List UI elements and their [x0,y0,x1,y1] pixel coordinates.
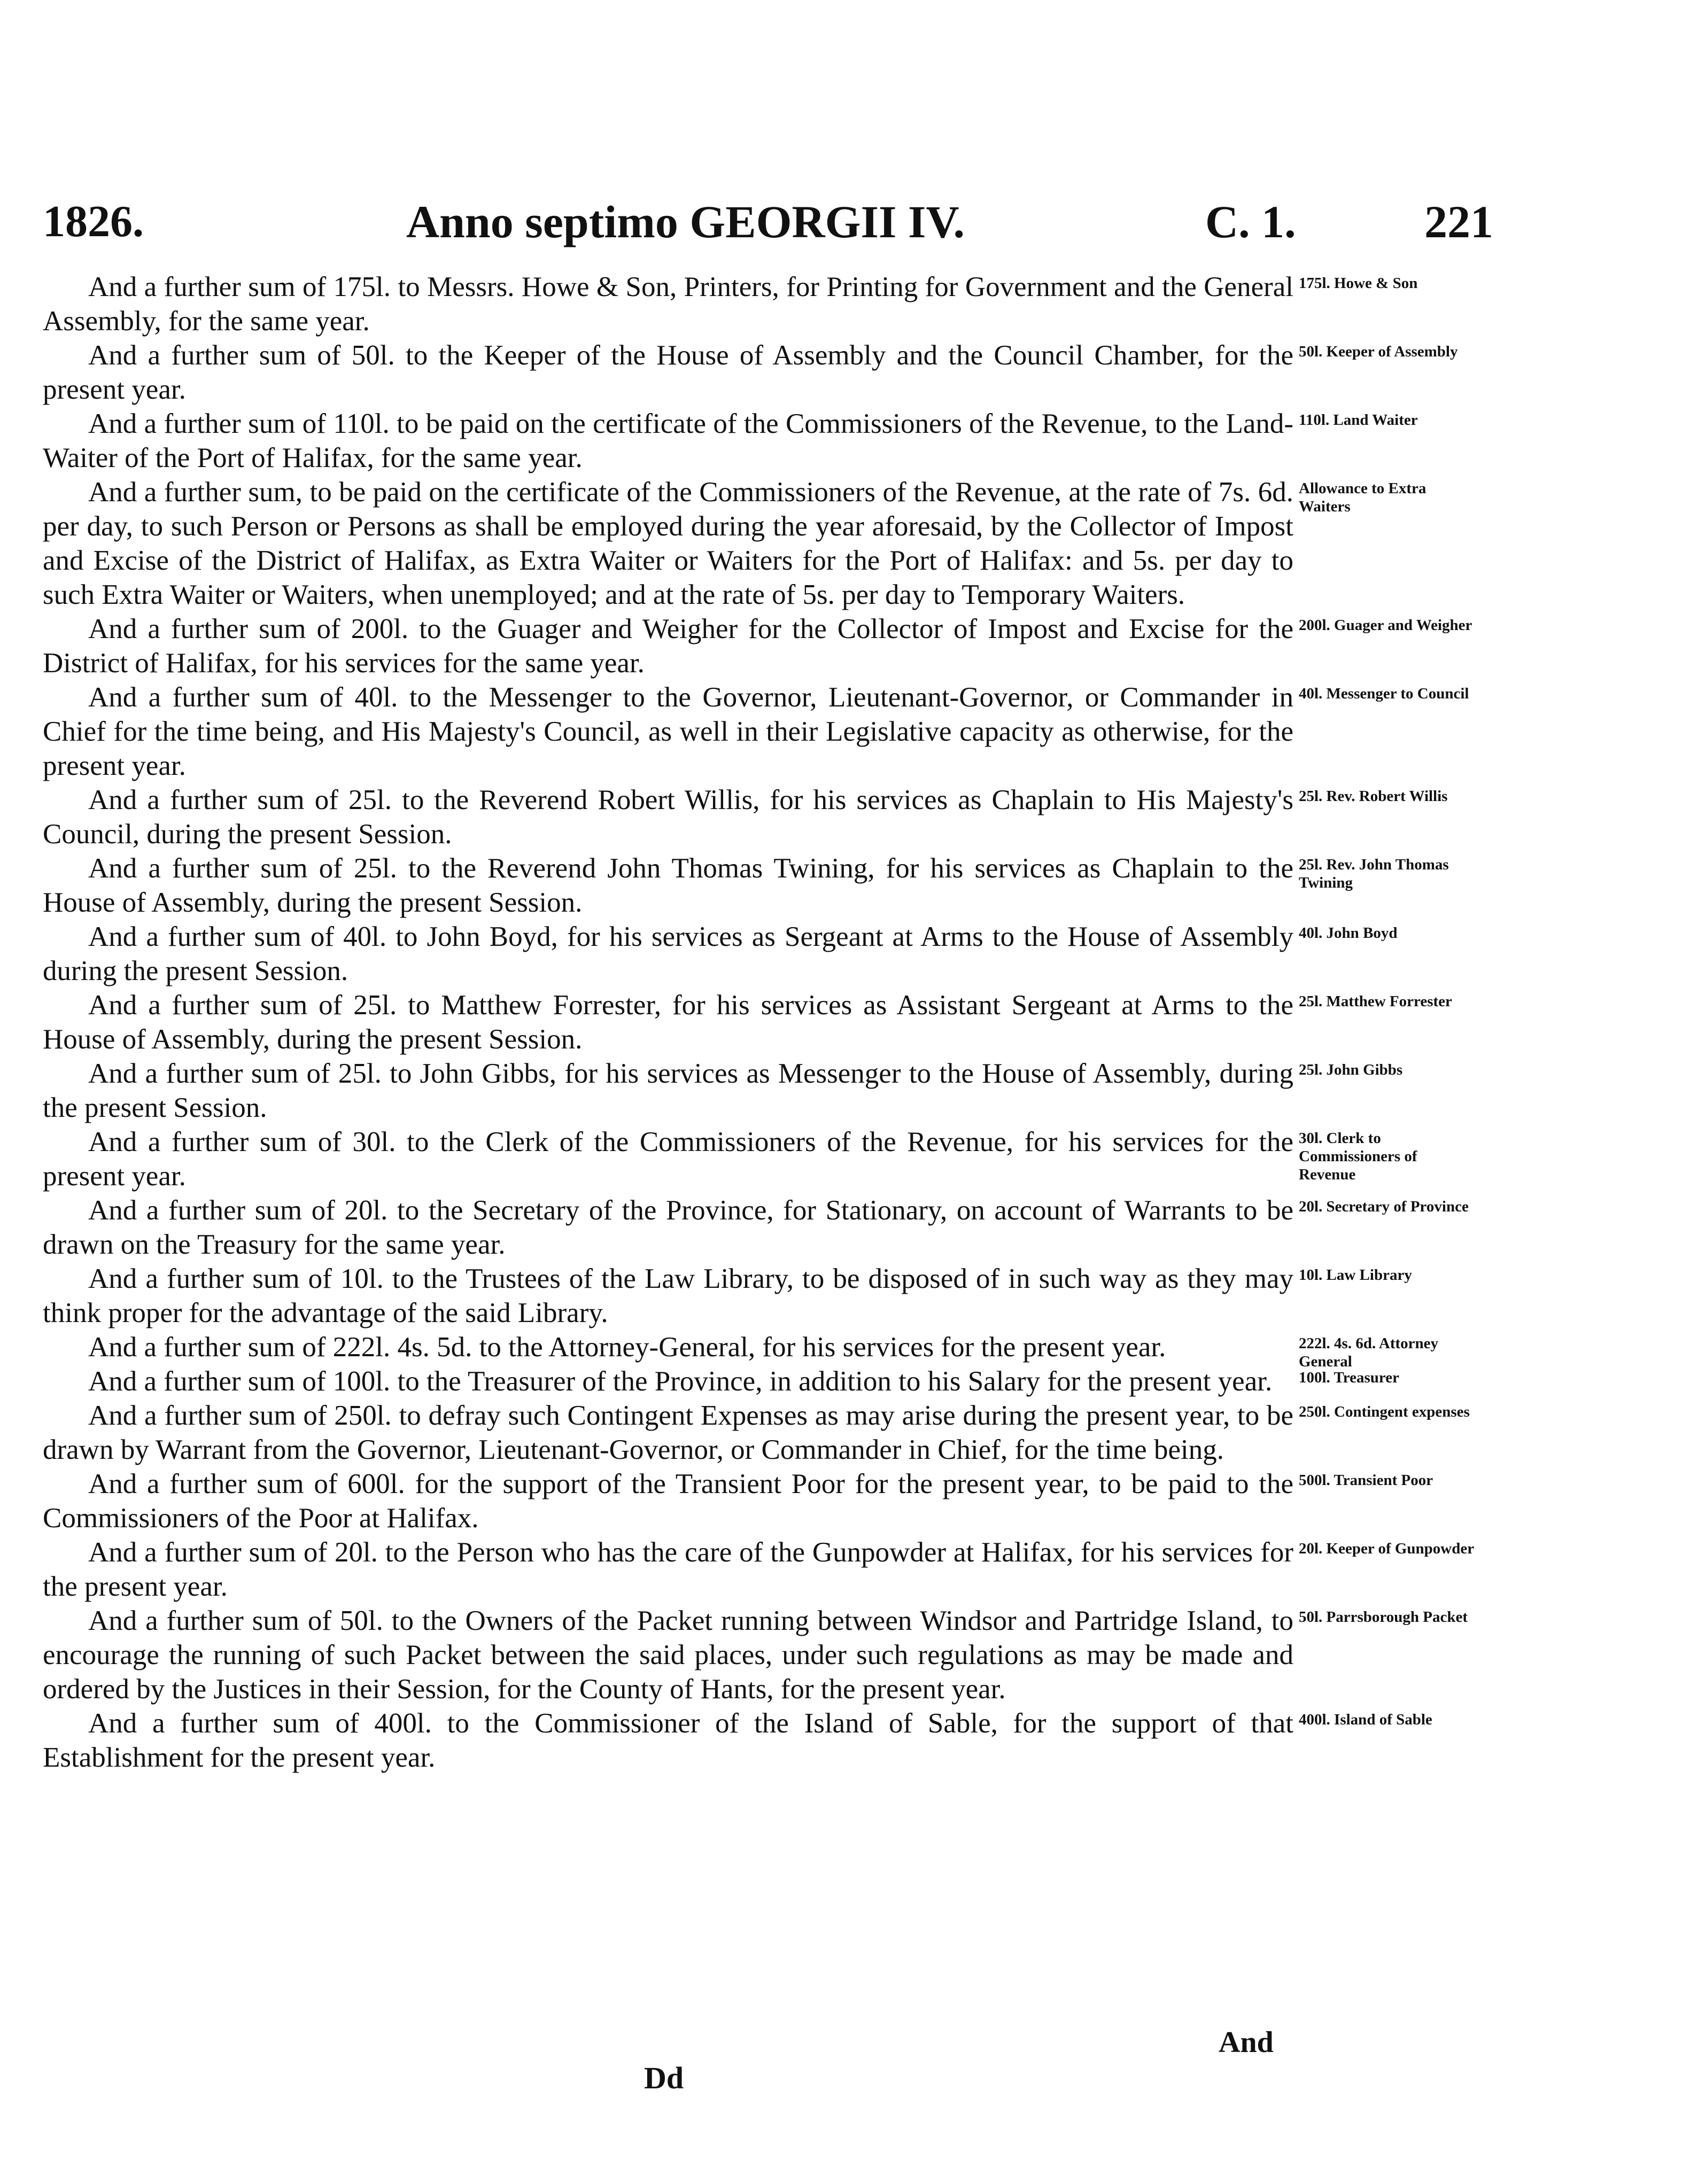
margin-note: 25l. Matthew Forrester [1299,993,1452,1010]
margin-note: Allowance to Extra Waiters [1299,480,1426,515]
header-chapter: C. 1. [1205,196,1296,247]
paragraph: And a further sum of 20l. to the Person who has the care of the Gunpowder at Halifax, for his services for the present year. [43,1537,1293,1602]
paragraph: And a further sum of 30l. to the Clerk of the Commissioners of the Revenue, for his services for the present year. [43,1126,1293,1192]
paragraph: And a further sum of 600l. for the support of the Transient Poor for the present year, to be paid to the Commissioners of the Poor at Halifax. [43,1468,1293,1534]
paragraph: And a further sum of 20l. to the Secretary of the Province, for Stationary, on account of Warrants to be drawn on the Treasury for the same year. [43,1195,1293,1260]
header-title: Anno septimo GEORGII IV. [406,196,965,247]
body-text [43,270,1293,1775]
paragraph: And a further sum of 25l. to John Gibbs, for his services as Messenger to the House of Assembly, during the present Session. [43,1058,1293,1123]
paragraph: And a further sum of 200l. to the Guager and Weigher for the Collector of Impost and Excise for the District of Halifax, for his services for the same year. [43,613,1293,679]
margin-note: 25l. John Gibbs [1299,1061,1403,1078]
margin-note: 250l. Contingent expenses [1299,1403,1470,1420]
paragraph: And a further sum of 110l. to be paid on the certificate of the Commissioners of the Revenue, to the Land-Waiter of the Port of Halifax, for the same year. [43,408,1293,473]
paragraph: And a further sum of 25l. to the Reverend John Thomas Twining, for his services as Chaplain to the House of Assembly, during the present Session. [43,853,1293,918]
page-number: 221 [1424,196,1493,247]
paragraph: And a further sum of 50l. to the Owners of the Packet running between Windsor and Partridge Island, to encourage the running of such Packet between the said places, under such regulations as may be made and ordered by the Justices in their Session, for the County of Hants, for the present year. [43,1605,1293,1705]
margin-note: 50l. Parrsborough Packet [1299,1608,1468,1626]
margin-note: 25l. Rev. Robert Willis [1299,788,1448,805]
paragraph: And a further sum of 40l. to the Messenger to the Governor, Lieutenant-Governor, or Commander in Chief for the time being, and His Majesty's Council, as well in their Legislative capacity as otherwise, for the present year. [43,682,1293,781]
paragraph: And a further sum of 100l. to the Treasurer of the Province, in addition to his Salary for the present year. [88,1366,1273,1397]
paragraph: And a further sum of 10l. to the Trustees of the Law Library, to be disposed of in such way as they may think proper for the advantage of the said Library. [43,1263,1293,1328]
paragraph: And a further sum of 400l. to the Commissioner of the Island of Sable, for the support of that Establishment for the present year. [43,1708,1293,1773]
margin-note: 200l. Guager and Weigher [1299,617,1472,634]
margin-note: 25l. Rev. John Thomas Twining [1299,856,1449,891]
margin-note: 222l. 4s. 6d. Attorney General [1299,1335,1438,1370]
running-header [43,192,1493,251]
margin-note: 20l. Keeper of Gunpowder [1299,1540,1475,1557]
paragraph: And a further sum of 40l. to John Boyd, for his services as Sergeant at Arms to the House of Assembly during the present Session. [43,921,1293,986]
margin-note: 40l. Messenger to Council [1299,685,1469,702]
paragraph: And a further sum of 25l. to Matthew Forrester, for his services as Assistant Sergeant at Arms to the House of Assembly, during the present Session. [43,990,1293,1055]
margin-note: 110l. Land Waiter [1299,411,1418,429]
margin-note: 40l. John Boyd [1299,924,1398,942]
margin-note: 50l. Keeper of Assembly [1299,343,1458,360]
paragraph: And a further sum of 50l. to the Keeper of the House of Assembly and the Council Chamber, for the present year. [43,340,1293,405]
margin-note: 20l. Secretary of Province [1299,1198,1469,1215]
signature-mark: Dd [644,2061,684,2095]
paragraph: And a further sum of 25l. to the Reverend Robert Willis, for his services as Chaplain to His Majesty's Council, during the present Session. [43,784,1293,850]
catchword: And [1219,2026,1274,2059]
margin-note: 175l. Howe & Son [1299,275,1418,292]
margin-note: 100l. Treasurer [1299,1369,1399,1386]
margin-note: 500l. Transient Poor [1299,1472,1433,1489]
margin-note: 400l. Island of Sable [1299,1711,1432,1728]
paragraph: And a further sum, to be paid on the certificate of the Commissioners of the Revenue, at the rate of 7s. 6d. per day, to such Person or Persons as shall be employed during the year aforesaid, by the Collector of Impost and Excise of the District of Halifax, as Extra Waiter or Waiters for the Port of Halifax: and 5s. per day to such Extra Waiter or Waiters, when unemployed; and at the rate of 5s. per day to Temporary Waiters. [43,477,1293,610]
margin-note: 30l. Clerk to Commissioners of Revenue [1299,1130,1417,1183]
paragraph: And a further sum of 250l. to defray such Contingent Expenses as may arise during the present year, to be drawn by Warrant from the Governor, Lieutenant-Governor, or Commander in Chief, for the time being. [43,1400,1293,1465]
paragraph: And a further sum of 222l. 4s. 5d. to the Attorney-General, for his services for the present year. [88,1332,1166,1363]
margin-note: 10l. Law Library [1299,1266,1412,1284]
paragraph: And a further sum of 175l. to Messrs. Howe & Son, Printers, for Printing for Government and the General Assembly, for the same year. [43,271,1293,337]
header-year: 1826. [43,197,144,246]
